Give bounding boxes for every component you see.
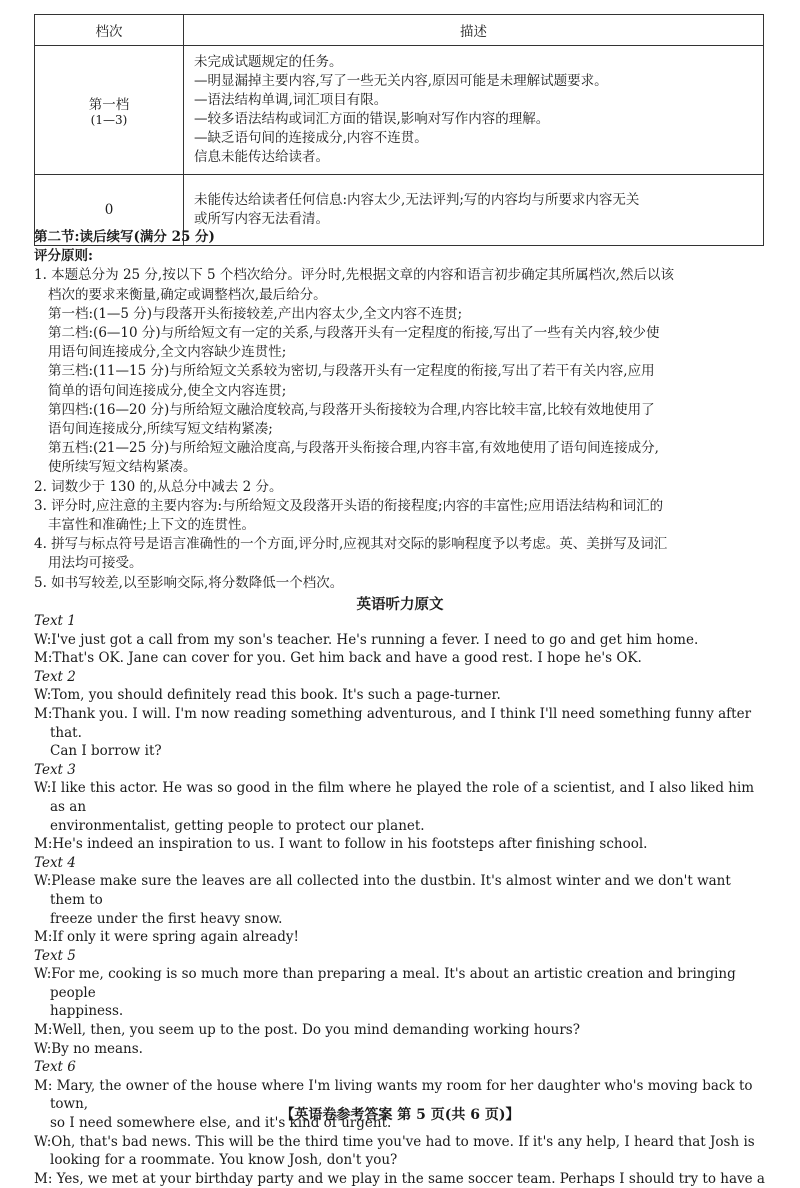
dialogue-line: M:He's indeed an inspiration to us. I want to follow in his footsteps after finishing school. (34, 836, 648, 853)
level-name: 第一档 (88, 97, 130, 113)
text-label: Text 1 (34, 613, 76, 629)
desc-line: 未能传达给读者任何信息:内容太少,无法评判;写的内容均与所要求内容无关 (194, 192, 640, 208)
scoring-table (34, 14, 764, 246)
dialogue-line: W:Tom, you should definitely read this book. It's such a page-turner. (34, 687, 501, 704)
principle-line: 第五档:(21—25 分)与所给短文融洽度高,与段落开头衔接合理,内容丰富,有效地使用了语句间连接成分, (48, 440, 659, 457)
desc-line: —明显漏掉主要内容,写了一些无关内容,原因可能是未理解试题要求。 (194, 73, 608, 89)
desc-line: —较多语法结构或词汇方面的错误,影响对写作内容的理解。 (194, 111, 550, 127)
level-cell (35, 46, 184, 175)
principle-line: 第四档:(16—20 分)与所给短文融洽度较高,与段落开头衔接较为合理,内容比较丰富,比较有效地使用了 (48, 401, 655, 418)
text-label: Text 6 (34, 1059, 76, 1076)
principle-line: 第二档:(6—10 分)与所给短文有一定的关系,与段落开头有一定程度的衔接,写出了一些有关内容,较少使 (48, 325, 660, 342)
principle-line: 语句间连接成分,所续写短文结构紧凑; (48, 421, 273, 438)
dialogue-line: environmentalist, getting people to protect our planet. (50, 817, 425, 834)
principle-line: 第三档:(11—15 分)与所给短文关系较为密切,与段落开头有一定程度的衔接,写出了若干有关内容,应用 (48, 363, 655, 380)
principle-line: 1. 本题总分为 25 分,按以下 5 个档次给分。评分时,先根据文章的内容和语言初步确定其所属档次,然后以该 (34, 267, 674, 284)
header-level: 档次 (35, 15, 184, 46)
dialogue-line: W:Please make sure the leaves are all collected into the dustbin. It's almost winter and we don't want them to (34, 873, 731, 908)
principle-line: 丰富性和准确性;上下文的连贯性。 (48, 517, 256, 534)
principle-line: 4. 拼写与标点符号是语言准确性的一个方面,评分时,应视其对交际的影响程度予以考虑。英、美拼写及词汇 (34, 536, 668, 553)
principles-label: 评分原则: (34, 248, 93, 265)
dialogue-line: W:I've just got a call from my son's teacher. He's running a fever. I need to go and get him home. (34, 631, 699, 648)
dialogue-line: freeze under the first heavy snow. (50, 910, 283, 927)
section2 (34, 228, 769, 593)
dialogue-line: M:Well, then, you seem up to the post. Do you mind demanding working hours? (34, 1022, 580, 1039)
dialogue-line: M:If only it were spring again already! (34, 929, 299, 946)
principle-line: 5. 如书写较差,以至影响交际,将分数降低一个档次。 (34, 574, 344, 591)
principle-line: 第一档:(1—5 分)与段落开头衔接较差,产出内容太少,全文内容不连贯; (48, 305, 463, 322)
level-name: 0 (104, 202, 114, 218)
dialogue-line: W:I like this actor. He was so good in the film where he played the role of a scientist, and I also liked him as an (34, 780, 755, 815)
dialogue-line: looking for a roommate. You know Josh, don't you? (50, 1152, 398, 1169)
principle-line: 使所续写短文结构紧凑。 (48, 459, 197, 476)
principle-line: 用语句间连接成分,全文内容缺少连贯性; (48, 344, 287, 361)
dialogue-line: M:That's OK. Jane can cover for you. Get him back and have a good rest. I hope he's OK. (34, 650, 642, 667)
listening-transcript (34, 612, 769, 1188)
principle-line: 用法均可接受。 (48, 555, 143, 572)
dialogue-line: W:By no means. (34, 1040, 143, 1057)
principle-line: 简单的语句间连接成分,使全文内容连贯; (48, 382, 287, 399)
dialogue-line: M: Mary, the owner of the house where I'm living wants my room for her daughter who's moving back to town, (34, 1077, 753, 1113)
level-range: (1—3) (90, 113, 128, 127)
dialogue-line: Can I borrow it? (50, 743, 162, 760)
principle-line: 3. 评分时,应注意的主要内容为:与所给短文及段落开头语的衔接程度;内容的丰富性;应用语法结构和词汇的 (34, 497, 664, 514)
dialogue-line: so I need somewhere else, and it's kind of urgent. (50, 1115, 392, 1132)
description-cell (184, 46, 764, 175)
desc-line: —缺乏语句间的连接成分,内容不连贯。 (194, 130, 428, 146)
desc-line: 信息未能传达给读者。 (194, 149, 329, 165)
text-label: Text 3 (34, 761, 76, 778)
listening-title: 英语听力原文 (356, 596, 444, 613)
table-row (35, 46, 764, 175)
dialogue-line: M: Yes, we met at your birthday party and we play in the same soccer team. Perhaps I should try to have a (34, 1170, 765, 1187)
desc-line: 或所写内容无法看清。 (194, 211, 329, 227)
dialogue-line: happiness. (50, 1003, 124, 1020)
text-label: Text 4 (34, 854, 76, 871)
text-label: Text 2 (34, 668, 76, 685)
dialogue-line: W:For me, cooking is so much more than preparing a meal. It's about an artistic creation and bringing people (34, 966, 736, 1001)
header-description: 描述 (184, 15, 764, 46)
text-label: Text 5 (34, 947, 76, 964)
desc-line: —语法结构单调,词汇项目有限。 (194, 92, 388, 108)
desc-line: 未完成试题规定的任务。 (194, 54, 343, 70)
dialogue-line: M:Thank you. I will. I'm now reading something adventurous, and I think I'll need something funny after that. (34, 705, 752, 741)
principle-line: 2. 词数少于 130 的,从总分中减去 2 分。 (34, 478, 283, 495)
principle-line: 档次的要求来衡量,确定或调整档次,最后给分。 (48, 286, 327, 303)
page-footer: 【英语卷参考答案 第 5 页(共 6 页)】 (280, 1107, 520, 1123)
section2-title: 第二节:读后续写(满分 25 分) (34, 229, 215, 245)
dialogue-line: W:Oh, that's bad news. This will be the third time you've had to move. If it's any help, I heard that Josh is (34, 1133, 755, 1150)
